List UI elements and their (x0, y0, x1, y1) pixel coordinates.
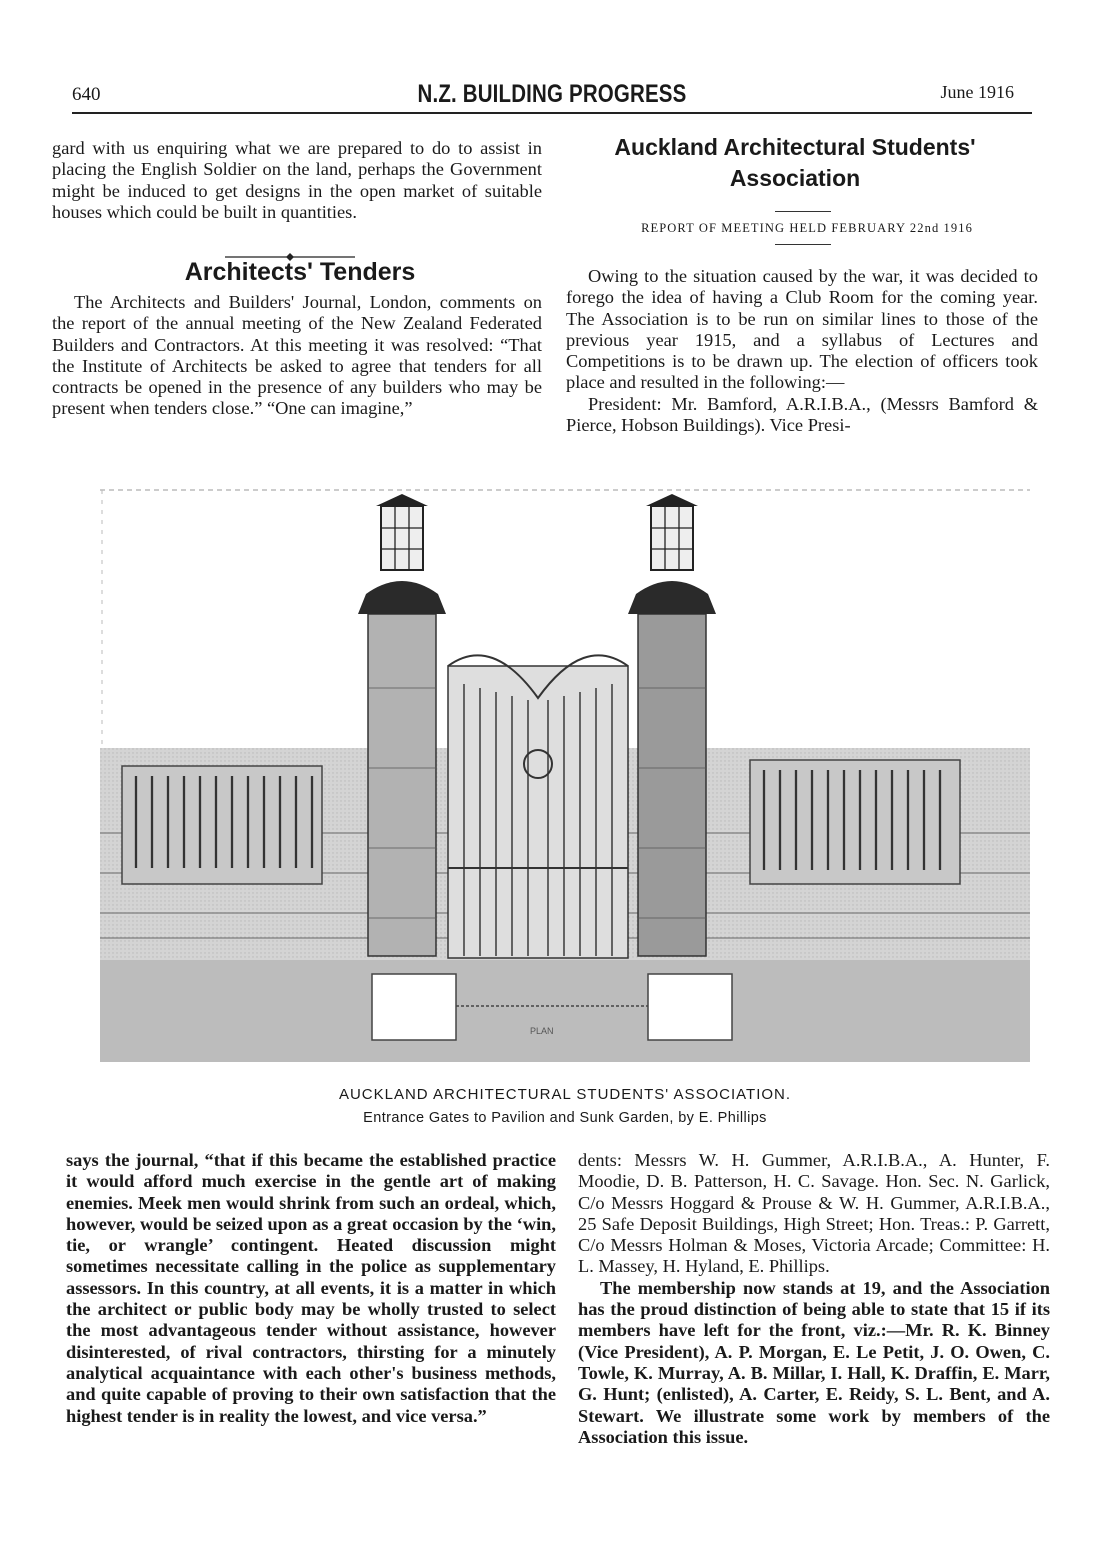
heading-rule (775, 244, 831, 245)
page-number: 640 (72, 84, 101, 105)
tenders-paragraph: The Architects and Builders' Journal, London, comments on the report of the annual meeting of the New Zealand Federated Builders and Contractors. At this meeting it was resolved: “That the Institute of Architects be asked to agree that tenders for all contracts be opened in the presence of any builders who may be present when tenders close.” “One can imagine,” (52, 292, 542, 419)
tenders-continuation-paragraph: says the journal, “that if this became the established practice it would afford much exercise in the gentle art of making enemies. Meek men would shrink from such an ordeal, which, however, would be seized upon as a great occasion by the ‘win, tie, or wrangle’ contingent. Heated discussion might sometimes necessitate calling in the police as supplementary assessors. In this country, at all events, it is a matter in which the architect or public body may be wholly trusted to select the most advantageous tender without assistance, however disinterested, of rival contractors, thirsting for a minutely analytical acquaintance with each other's business methods, and quite capable of proving to their own satisfaction that the highest tender is in reality the lowest, and vice versa.” (66, 1150, 556, 1426)
association-paragraph: dents: Messrs W. H. Gummer, A.R.I.B.A., A. Hunter, F. Moodie, D. B. Patterson, H. C. Savage. Hon. Sec. N. Garlick, C/o Messrs Hoggard & Prouse & W. H. Gummer, A.R.I.B.A., 25 Safe Deposit Buildings, High Street; Hon. Treas.: P. Garrett, C/o Messrs Holman & Moses, Victoria Arcade; Committee: H. L. Massey, H. Hyland, E. Phillips. (578, 1150, 1050, 1277)
association-continuation (578, 1150, 1050, 1448)
association-article (566, 266, 1038, 436)
continuation-paragraph: gard with us enquiring what we are prepared to do to assist in placing the English Soldier on the land, perhaps the Government might be induced to get designs in the open market of suitable houses which could be built in quantities. (52, 138, 542, 222)
tenders-continuation (66, 1150, 556, 1427)
left-column-top (52, 138, 542, 223)
heading-rule (775, 211, 831, 212)
plan-label: PLAN (530, 1026, 554, 1036)
association-paragraph: President: Mr. Bamford, A.R.I.B.A., (Messrs Bamford & Pierce, Hobson Buildings). Vice Presi- (566, 393, 1038, 436)
report-subheading: REPORT OF MEETING HELD FEBRUARY 22nd 1916 (641, 221, 973, 235)
journal-title: N.Z. BUILDING PROGRESS (417, 80, 687, 108)
gate-elevation-drawing (100, 488, 1030, 1062)
figure-caption-title: AUCKLAND ARCHITECTURAL STUDENTS' ASSOCIATION. (338, 1086, 792, 1103)
association-paragraph: Owing to the situation caused by the war, it was decided to forego the idea of having a Club Room for the coming year. The Association is to be run on similar lines to those of the previous year 1915, and a syllabus of Lectures and Competitions is to be drawn up. The election of officers took place and resulted in the following:— (566, 266, 1038, 393)
tenders-article (52, 292, 542, 420)
section-heading-association: Auckland Architectural Students' Association (614, 134, 976, 191)
running-header (72, 82, 1032, 114)
association-paragraph: The membership now stands at 19, and the Association has the proud distinction of being able to state that 15 if its members have left for the front, viz.:—Mr. R. K. Binney (Vice President), A. P. Morgan, E. Le Petit, J. O. Owen, C. Towle, K. Murray, A. B. Millar, I. Hall, K. Draffin, E. Marr, G. Hunt; (enlisted), A. Carter, E. Reidy, S. L. Bent, and A. Stewart. We illustrate some work by members of the Association this issue. (578, 1277, 1050, 1447)
section-heading-tenders: Architects' Tenders (184, 258, 416, 286)
issue-date: June 1916 (940, 82, 1014, 102)
figure-caption-subtitle: Entrance Gates to Pavilion and Sunk Garden, by E. Phillips (363, 1110, 767, 1126)
